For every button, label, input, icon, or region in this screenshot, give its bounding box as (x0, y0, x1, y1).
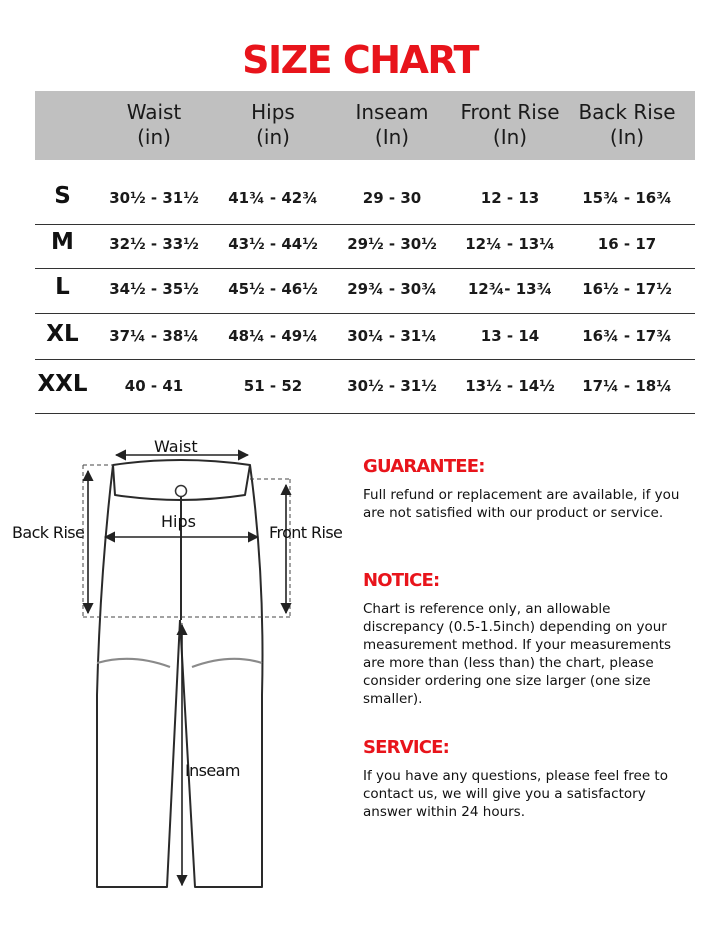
waist-value: 30½ - 31½ (109, 189, 199, 207)
waist-value: 37¼ - 38¼ (109, 327, 199, 345)
waist-value: 32½ - 33½ (109, 235, 199, 253)
header-unit: (In) (492, 125, 528, 149)
header-back-rise (567, 100, 687, 150)
notice-text: Chart is reference only, an allowable discrepancy (0.5-1.5inch) depending on your measurement method. If your measurements are more than (less than) the chart, please consider ordering one size larger (one size smaller). (363, 601, 672, 707)
header-front-rise (450, 100, 570, 150)
front-rise-label: Front Rise (269, 523, 343, 542)
header-label: Back Rise (578, 100, 676, 124)
notice-heading: NOTICE: (363, 570, 440, 591)
header-waist (94, 100, 214, 150)
notice-section (363, 570, 693, 708)
size-table (35, 91, 695, 480)
size-label: XL (46, 321, 79, 347)
hips-value: 48¼ - 49¼ (228, 327, 318, 345)
back-rise-value: 17¼ - 18¼ (582, 377, 672, 395)
pants-diagram (0, 425, 360, 936)
header-label: Front Rise (460, 100, 560, 124)
waist-value: 34½ - 35½ (109, 280, 199, 298)
table-header (35, 91, 695, 160)
hips-label: Hips (161, 512, 196, 531)
table-row (35, 268, 695, 312)
inseam-value: 29½ - 30½ (347, 235, 437, 253)
header-inseam (332, 100, 452, 150)
back-rise-value: 16½ - 17½ (582, 280, 672, 298)
button-icon (176, 486, 187, 497)
header-unit: (In) (609, 125, 645, 149)
waist-label: Waist (154, 437, 198, 456)
hips-value: 41¾ - 42¾ (228, 189, 318, 207)
back-rise-value: 15¾ - 16¾ (582, 189, 672, 207)
back-rise-value: 16 - 17 (597, 235, 657, 253)
guarantee-heading: GUARANTEE: (363, 456, 485, 477)
service-section (363, 737, 693, 821)
table-row (35, 224, 695, 268)
service-text: If you have any questions, please feel free to contact us, we will give you a satisfactory answer within 24 hours. (363, 768, 668, 820)
header-label: Hips (251, 100, 295, 124)
front-rise-value: 12 - 13 (480, 189, 540, 207)
guarantee-section (363, 456, 693, 522)
header-unit: (In) (374, 125, 410, 149)
pants-illustration (0, 425, 360, 936)
header-unit: (in) (137, 125, 171, 149)
table-row (35, 313, 695, 357)
size-label: XXL (37, 371, 88, 397)
service-heading: SERVICE: (363, 737, 450, 758)
page-title: SIZE CHART (242, 38, 478, 82)
back-rise-value: 16¾ - 17¾ (582, 327, 672, 345)
header-unit: (in) (256, 125, 290, 149)
size-label: L (55, 274, 70, 300)
inseam-value: 29 - 30 (362, 189, 422, 207)
front-rise-value: 12¾- 13¾ (467, 280, 553, 298)
waist-value: 40 - 41 (124, 377, 184, 395)
front-rise-value: 13 - 14 (480, 327, 540, 345)
header-label: Waist (126, 100, 182, 124)
hips-value: 51 - 52 (243, 377, 303, 395)
hips-value: 45½ - 46½ (228, 280, 318, 298)
inseam-value: 30¼ - 31¼ (347, 327, 437, 345)
table-row (35, 178, 695, 222)
size-label: M (51, 229, 74, 255)
inseam-value: 29¾ - 30¾ (347, 280, 437, 298)
row-divider (35, 413, 695, 414)
header-hips (213, 100, 333, 150)
back-rise-label: Back Rise (12, 523, 85, 542)
table-row (35, 359, 695, 403)
inseam-label: Inseam (185, 761, 240, 780)
front-rise-value: 12¼ - 13¼ (465, 235, 555, 253)
guarantee-text: Full refund or replacement are available, if you are not satisfied with our product or service. (363, 487, 680, 521)
size-label: S (54, 183, 71, 209)
header-label: Inseam (355, 100, 429, 124)
inseam-value: 30½ - 31½ (347, 377, 437, 395)
front-rise-value: 13½ - 14½ (465, 377, 555, 395)
hips-value: 43½ - 44½ (228, 235, 318, 253)
